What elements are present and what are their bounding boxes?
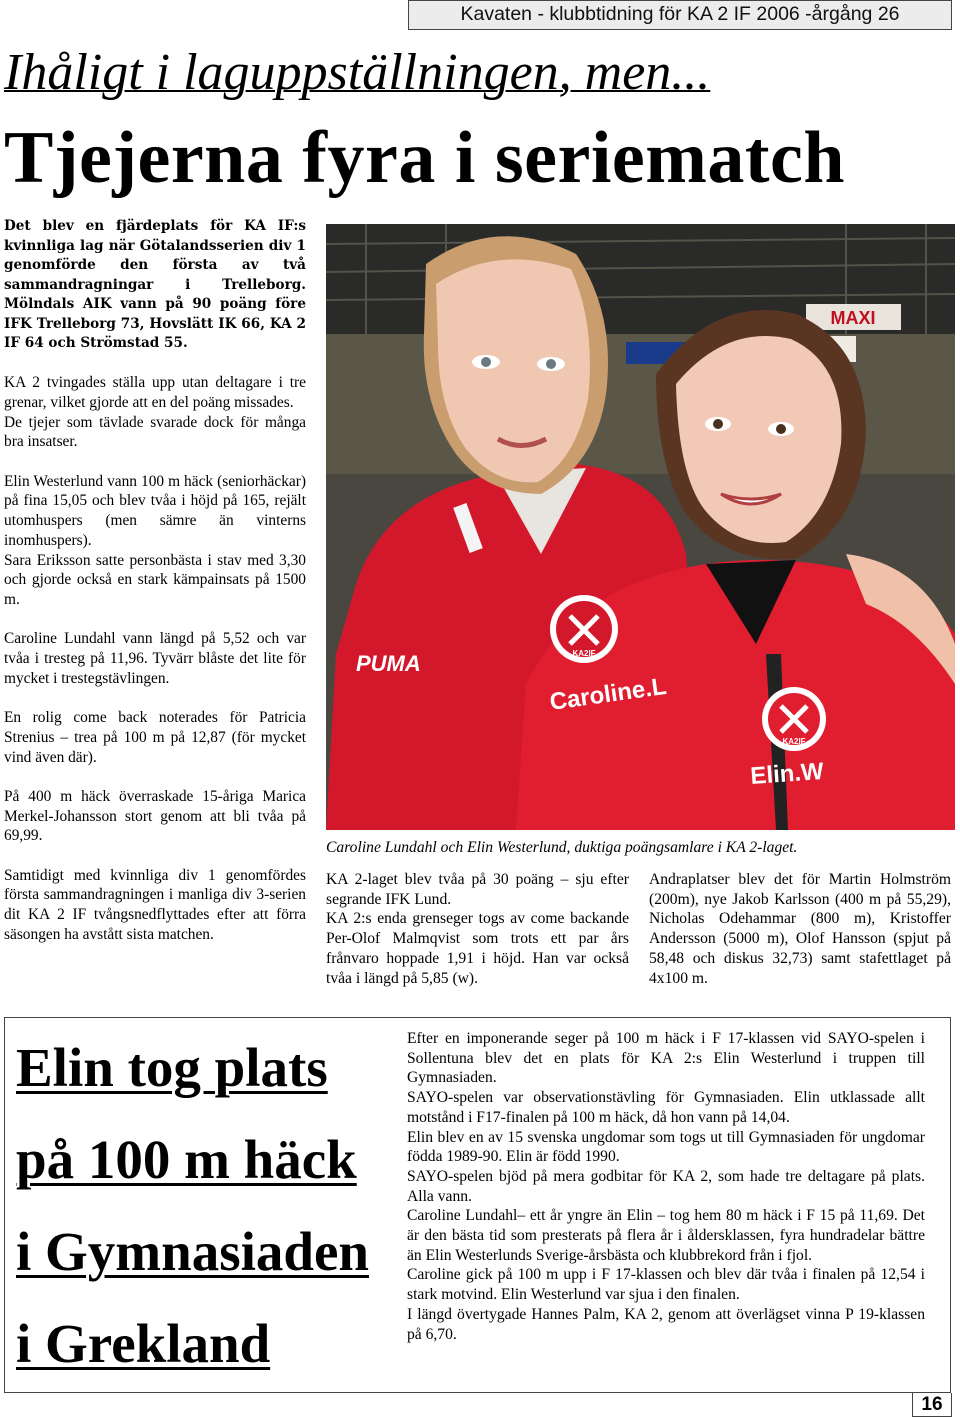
jacket-name-right: Elin.W bbox=[749, 757, 825, 790]
article-headline: Tjejerna fyra i seriematch bbox=[4, 117, 846, 199]
body-paragraph: Caroline Lundahl vann längd på 5,52 och var tvåa i tresteg på 11,96. Tyvärr blåste det lite för mycket i trestegstävlingen. bbox=[4, 630, 306, 687]
newsletter-header: Kavaten - klubbtidning för KA 2 IF 2006 -årgång 26 bbox=[408, 0, 952, 30]
crest-right: KA2IF bbox=[782, 737, 806, 746]
box-paragraph: SAYO-spelen var observationstävling för Gymnasiaden. Elin utklassade allt motstånd i F17-finalen på 100 m häck, då hon vann på 14,04. bbox=[407, 1089, 925, 1126]
body-paragraph: Elin Westerlund vann 100 m häck (seniorhäckar) på fina 15,05 och blev tvåa i höjd på 165, rejält utomhuspers (men sämre än vinterns inomhuspers). bbox=[4, 472, 306, 549]
crest-left: KA2IF bbox=[572, 649, 596, 658]
box-headline-line: på 100 m häck bbox=[16, 1129, 357, 1190]
box-headline-line: Elin tog plats bbox=[16, 1037, 328, 1098]
photo-caption: Caroline Lundahl och Elin Westerlund, duktiga poängsamlare i KA 2-laget. bbox=[326, 839, 798, 856]
puma-logo-left: PUMA bbox=[356, 651, 421, 676]
left-column bbox=[4, 217, 306, 964]
body-paragraph: KA 2:s enda grenseger togs av come backande Per-Olof Malmqvist som trots ett par års frånvaro hoppade 1,91 i höjd. Han var också tvåa i längd på 5,85 (w). bbox=[326, 910, 629, 987]
box-headline-line: i Grekland bbox=[16, 1313, 271, 1374]
body-paragraph: På 400 m häck överraskade 15-åriga Marica Merkel-Johansson stort genom att bli tvåa på 69,99. bbox=[4, 787, 306, 845]
box-paragraph: Caroline Lundahl– ett år yngre än Elin – tog hem 80 m häck i F 15 på 11,69. Det är den bästa tid som presterats på flera år i åldersklassen, fyra hundradelar bättre än Elin Westerlunds Sverige-årsbästa och klubbrekord från i fjol. bbox=[407, 1207, 925, 1264]
body-paragraph: En rolig come back noterades för Patricia Strenius – trea på 100 m på 12,87 (för mycket vind även där). bbox=[4, 709, 306, 766]
jacket-name-left: Caroline.L bbox=[548, 672, 669, 716]
box-headline bbox=[16, 1022, 396, 1390]
body-paragraph: Andraplatser blev det för Martin Holmström (200m), nye Jakob Karlsson (400 m på 55,29), Nicholas Odehammar (800 m), Kristoffer Andersson (5000 m), Olof Hansson (spjut på 58,48 och diskus 32,73) samt stafettlaget på 4x100 m. bbox=[649, 871, 951, 987]
box-headline-line: i Gymnasiaden bbox=[16, 1221, 369, 1282]
athletes-photo bbox=[326, 224, 955, 830]
box-paragraph: I längd övertygade Hannes Palm, KA 2, genom att överlägset vinna P 19-klassen på 6,70. bbox=[407, 1305, 925, 1343]
body-paragraph: Samtidigt med kvinnliga div 1 genomfördes första sammandragningen i manliga div 3-serien dit KA 2 IF tvångsnedflyttades efter att förra säsongen ha avstått sista matchen. bbox=[4, 866, 306, 943]
body-paragraph: Sara Eriksson satte personbästa i stav med 3,30 och gjorde också en stark kämpainsats på 1500 m. bbox=[4, 551, 306, 608]
box-paragraph: Caroline gick på 100 m upp i F 17-klassen och blev där tvåa i finalen på 12,54 i stark motvind. Elin Westerlund var sjua i den finalen. bbox=[407, 1266, 925, 1304]
box-paragraph: SAYO-spelen bjöd på mera godbitar för KA 2, som hade tre deltagare på plats. Alla vann. bbox=[407, 1167, 925, 1205]
body-paragraph: KA 2 tvingades ställa upp utan deltagare i tre grenar, vilket gjorde att en del poäng missades. bbox=[4, 374, 306, 411]
middle-column bbox=[326, 870, 629, 988]
article-kicker: Ihåligt i laguppställningen, men... bbox=[4, 44, 711, 101]
body-paragraph: De tjejer som tävlade svarade dock för många bra insatser. bbox=[4, 413, 306, 451]
box-paragraph: Efter en imponerande seger på 100 m häck i F 17-klassen vid SAYO-spelen i Sollentuna blev det en plats för KA 2:s Elin Westerlund i truppen till Gymnasiaden. bbox=[407, 1030, 925, 1087]
box-paragraph: Elin blev en av 15 svenska ungdomar som togs ut till Gymnasiaden för ungdomar födda 1989-90. Elin är född 1990. bbox=[407, 1128, 925, 1166]
right-column bbox=[649, 870, 951, 988]
body-paragraph: KA 2-laget blev tvåa på 30 poäng – sju efter segrande IFK Lund. bbox=[326, 871, 629, 908]
lead-paragraph: Det blev en fjärdeplats för KA IF:s kvinnliga lag när Götalandsserien div 1 genomförde den första av två sammandragningar i Trelleborg. Mölndals AIK vann på 90 poäng före IFK Trelleborg 73, Hovslätt IK 66, KA 2 IF 64 och Strömstad 55. bbox=[4, 218, 306, 351]
arena-banner: MAXI bbox=[830, 308, 876, 328]
box-body bbox=[407, 1029, 925, 1344]
page-number: 16 bbox=[912, 1393, 952, 1417]
